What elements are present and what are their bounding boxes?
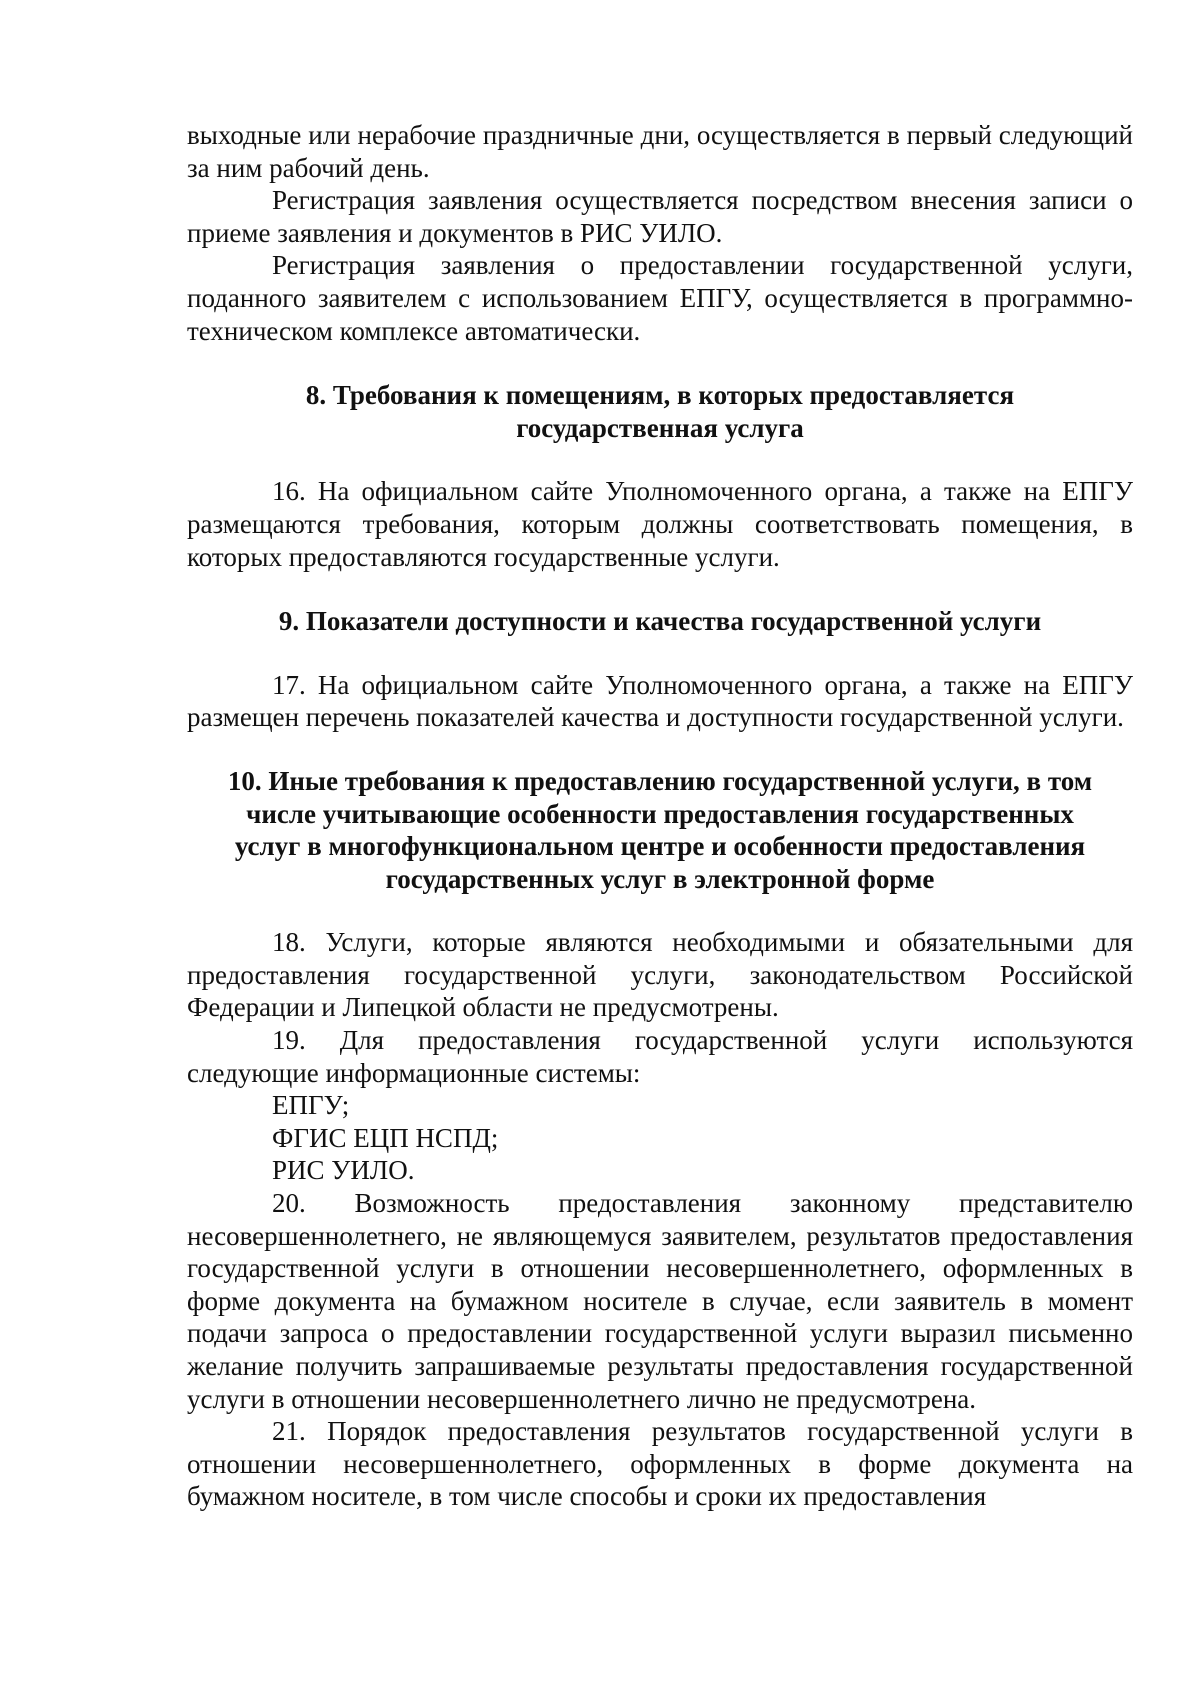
section-9-heading <box>187 605 1133 638</box>
list-item-system: ЕПГУ; <box>272 1090 350 1121</box>
section-10-heading-line: 10. Иные требования к предоставлению государственной услуги, в том <box>227 765 1093 796</box>
section-9-heading-line: 9. Показатели доступности и качества государственной услуги <box>278 606 1042 637</box>
list-item-system: РИС УИЛО. <box>272 1155 415 1186</box>
section-10-heading-line: числе учитывающие особенности предоставления государственных <box>246 798 1074 829</box>
section-10-heading <box>187 765 1133 895</box>
paragraph-16: 16. На официальном сайте Уполномоченного органа, а также на ЕПГУ размещаются требования, которым должны соответствовать помещения, в которых предоставляются государственные услуги. <box>187 476 1133 572</box>
paragraph-registration: Регистрация заявления осуществляется посредством внесения записи о приеме заявления и документов в РИС УИЛО. <box>187 185 1133 248</box>
paragraph-continuation: выходные или нерабочие праздничные дни, осуществляется в первый следующий за ним рабочий день. <box>187 120 1133 183</box>
paragraph-21: 21. Порядок предоставления результатов государственной услуги в отношении несовершеннолетнего, оформленных в форме документа на бумажном носителе, в том числе способы и сроки их предоставления <box>187 1416 1133 1512</box>
section-10-heading-line: государственных услуг в электронной форме <box>385 863 935 894</box>
list-item-system: ФГИС ЕЦП НСПД; <box>272 1122 499 1153</box>
paragraph-18: 18. Услуги, которые являются необходимыми и обязательными для предоставления государственной услуги, законодательством Российской Федерации и Липецкой области не предусмотрены. <box>187 927 1133 1023</box>
paragraph-20: 20. Возможность предоставления законному представителю несовершеннолетнего, не являющемуся заявителем, результатов предоставления государственной услуги в отношении несовершеннолетнего, оформленных в форме документа на бумажном носителе в случае, если заявитель в момент подачи запроса о предоставлении государственной услуги выразил письменно желание получить запрашиваемые результаты предоставления государственной услуги в отношении несовершеннолетнего лично не предусмотрена. <box>187 1188 1133 1414</box>
section-8-heading-line: государственная услуга <box>516 412 804 443</box>
section-8-heading-line: 8. Требования к помещениям, в которых предоставляется <box>305 380 1015 411</box>
paragraph-19: 19. Для предоставления государственной услуги используются следующие информационные системы: <box>187 1025 1133 1088</box>
paragraph-17: 17. На официальном сайте Уполномоченного органа, а также на ЕПГУ размещен перечень показателей качества и доступности государственной услуги. <box>187 669 1133 733</box>
document-body <box>187 119 1133 1513</box>
section-10-heading-line: услуг в многофункциональном центре и особенности предоставления <box>234 831 1086 862</box>
paragraph-registration-epgu: Регистрация заявления о предоставлении государственной услуги, поданного заявителем с использованием ЕПГУ, осуществляется в программно-техническом комплексе автоматически. <box>187 250 1133 346</box>
section-8-heading <box>187 379 1133 444</box>
